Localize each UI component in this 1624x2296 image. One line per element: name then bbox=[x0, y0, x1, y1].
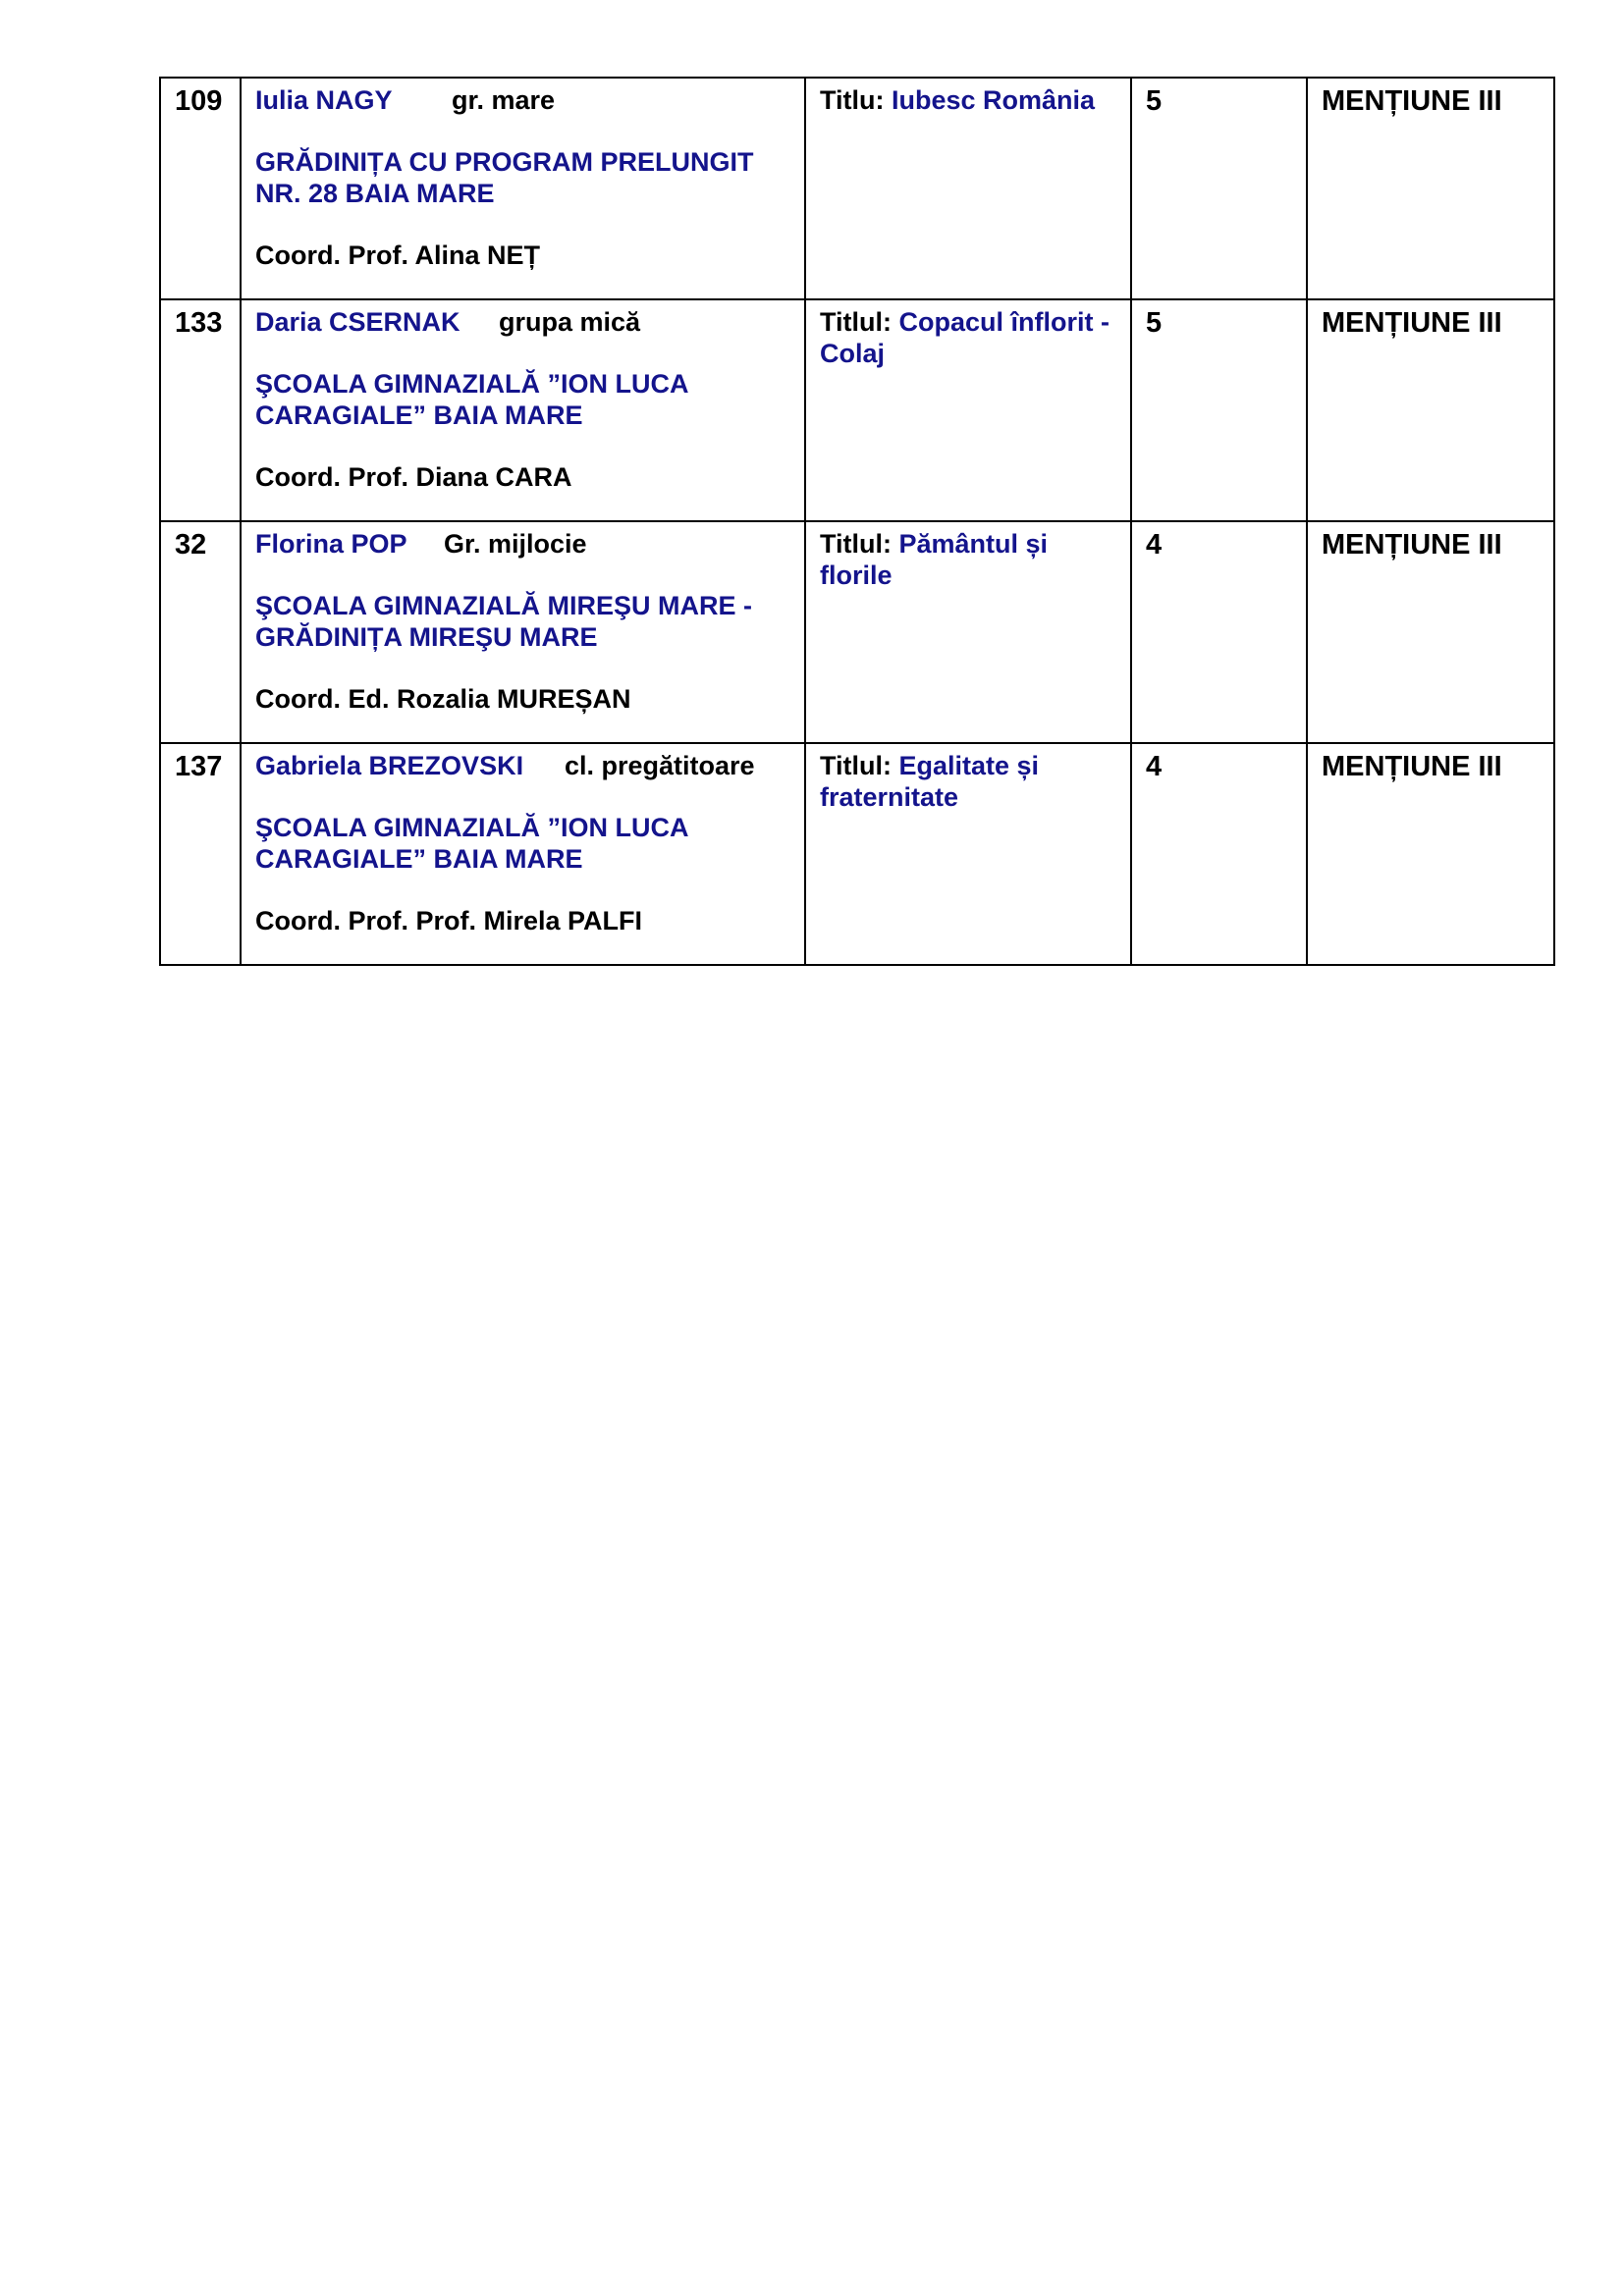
title-cell bbox=[805, 78, 1131, 299]
results-table bbox=[159, 77, 1555, 966]
table-row bbox=[160, 521, 1554, 743]
work-title: Copacul înflorit - Colaj bbox=[820, 307, 1110, 368]
prize-cell bbox=[1307, 299, 1554, 521]
score-cell bbox=[1131, 78, 1307, 299]
title-cell bbox=[805, 299, 1131, 521]
entry-number: 137 bbox=[175, 751, 223, 782]
prize: MENȚIUNE III bbox=[1322, 751, 1502, 782]
table-row bbox=[160, 743, 1554, 965]
coordinator: Coord. Prof. Prof. Mirela PALFI bbox=[255, 906, 643, 935]
entry-number: 32 bbox=[175, 529, 207, 561]
school-name: ŞCOALA GIMNAZIALĂ MIREŞU MARE - GRĂDINIȚA MIREŞU MARE bbox=[255, 591, 752, 652]
prize: MENȚIUNE III bbox=[1322, 85, 1502, 117]
school-name: ŞCOALA GIMNAZIALĂ ”ION LUCA CARAGIALE” BAIA MARE bbox=[255, 813, 688, 874]
score-cell bbox=[1131, 743, 1307, 965]
work-title: Egalitate și fraternitate bbox=[820, 751, 1040, 812]
entry-number: 109 bbox=[175, 85, 223, 117]
prize-cell bbox=[1307, 78, 1554, 299]
score: 4 bbox=[1146, 529, 1163, 561]
work-title: Pământul și florile bbox=[820, 529, 1049, 590]
title-cell bbox=[805, 521, 1131, 743]
prize: MENȚIUNE III bbox=[1322, 307, 1502, 339]
coordinator: Coord. Prof. Alina NEȚ bbox=[255, 240, 540, 270]
participant-group: gr. mare bbox=[452, 85, 556, 115]
participant-cell bbox=[241, 521, 805, 743]
work-title: Iubesc România bbox=[892, 85, 1096, 115]
participant-name: Florina POP bbox=[255, 529, 407, 559]
participant-group: grupa mică bbox=[499, 307, 641, 337]
prize-cell bbox=[1307, 521, 1554, 743]
score-cell bbox=[1131, 521, 1307, 743]
score-cell bbox=[1131, 299, 1307, 521]
participant-cell bbox=[241, 78, 805, 299]
nr-cell bbox=[160, 743, 241, 965]
participant-group: cl. pregătitoare bbox=[565, 751, 755, 780]
prize-cell bbox=[1307, 743, 1554, 965]
participant-name: Iulia NAGY bbox=[255, 85, 393, 115]
participant-name: Daria CSERNAK bbox=[255, 307, 460, 337]
participant-cell bbox=[241, 299, 805, 521]
title-label: Titlul: bbox=[820, 529, 892, 559]
title-label: Titlu: bbox=[820, 85, 885, 115]
participant-name: Gabriela BREZOVSKI bbox=[255, 751, 524, 780]
participant-cell bbox=[241, 743, 805, 965]
table-row bbox=[160, 299, 1554, 521]
title-cell bbox=[805, 743, 1131, 965]
prize: MENȚIUNE III bbox=[1322, 529, 1502, 561]
nr-cell bbox=[160, 78, 241, 299]
school-name: ŞCOALA GIMNAZIALĂ ”ION LUCA CARAGIALE” BAIA MARE bbox=[255, 369, 688, 430]
coordinator: Coord. Ed. Rozalia MUREȘAN bbox=[255, 684, 631, 714]
nr-cell bbox=[160, 299, 241, 521]
title-label: Titlul: bbox=[820, 307, 892, 337]
table-row bbox=[160, 78, 1554, 299]
score: 5 bbox=[1146, 307, 1163, 339]
coordinator: Coord. Prof. Diana CARA bbox=[255, 462, 572, 492]
school-name: GRĂDINIȚA CU PROGRAM PRELUNGIT NR. 28 BAIA MARE bbox=[255, 147, 754, 208]
title-label: Titlul: bbox=[820, 751, 892, 780]
entry-number: 133 bbox=[175, 307, 223, 339]
score: 4 bbox=[1146, 751, 1163, 782]
nr-cell bbox=[160, 521, 241, 743]
participant-group: Gr. mijlocie bbox=[444, 529, 587, 559]
score: 5 bbox=[1146, 85, 1163, 117]
